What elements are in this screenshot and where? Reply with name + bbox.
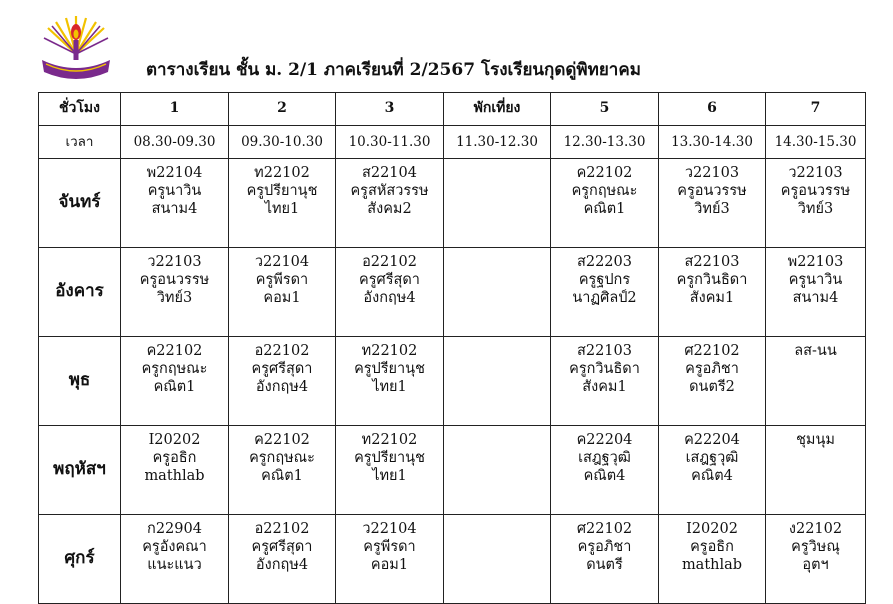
class-cell [121,337,229,426]
class-cell [121,515,229,604]
subject-code: ลส-นน [794,343,837,359]
subject-code: ส22203 [577,254,632,270]
room-label: คอม1 [370,557,409,574]
timetable [38,92,866,604]
subject-code: อ22102 [362,254,417,270]
room-label: อังกฤษ4 [255,557,309,574]
room-label: คณิต1 [261,468,303,485]
teacher-name: ครูพีรดา [363,539,416,556]
subject-code: อ22102 [254,521,310,537]
room-label: วิทย์3 [156,290,193,307]
room-label: สังคม2 [367,201,412,218]
period-header: 7 [766,93,866,126]
school-emblem-icon [38,14,114,86]
room-label: สนาม4 [792,290,839,307]
subject-code: ง22102 [788,521,843,537]
subject-code: ว22103 [147,254,202,270]
class-cell [336,426,444,515]
day-name: อังคาร [39,248,121,337]
subject-code: I20202 [686,521,738,537]
room-label: วิทย์3 [797,201,834,218]
room-label: สังคม1 [582,379,627,396]
subject-code: ส22103 [577,343,632,359]
period-header-label: ชั่วโมง [39,93,121,126]
teacher-name: ครูอภิชา [685,361,739,378]
time-label: เวลา [39,126,121,159]
subject-code: ส22104 [362,165,417,181]
class-cell [229,159,336,248]
time-slot: 13.30-14.30 [659,126,766,159]
subject-code: ค22102 [146,343,203,359]
room-label: คณิต1 [583,201,626,218]
class-cell [551,248,659,337]
room-label: อุตฯ [802,557,829,574]
time-slot: 14.30-15.30 [766,126,866,159]
teacher-name: เสฎฐวุฒิ [578,450,631,467]
class-cell [336,159,444,248]
class-cell [229,248,336,337]
period-header: 3 [336,93,444,126]
empty-cell [444,426,551,515]
teacher-name: ครูกวินธิดา [569,361,640,378]
room-label: ไทย1 [372,379,407,396]
class-cell [766,159,866,248]
class-cell [336,337,444,426]
room-label: แนะแนว [147,557,202,574]
teacher-name: ครูอนวรรษ [677,183,747,200]
room-label: คณิต4 [583,468,626,485]
class-cell [551,515,659,604]
period-header: 1 [121,93,229,126]
teacher-name: ครูกฤษณะ [249,450,315,467]
day-row [39,159,866,248]
room-label: สังคม1 [689,290,735,307]
room-label: อังกฤษ4 [255,379,309,396]
period-header: พักเที่ยง [444,93,551,126]
day-row [39,337,866,426]
teacher-name: ครูศรีสุดา [359,272,420,289]
teacher-name: ครูนาวิน [147,183,202,200]
time-slot: 09.30-10.30 [229,126,336,159]
class-cell [659,248,766,337]
class-cell [121,159,229,248]
teacher-name: ครูปรียานุช [354,361,425,378]
page-header [34,12,854,90]
teacher-name: ครูกฤษณะ [571,183,638,200]
teacher-name: ครูฐปกร [578,272,631,289]
day-name: พฤหัสฯ [39,426,121,515]
page-title: ตารางเรียน ชั้น ม. 2/1 ภาคเรียนที่ 2/2567 โรงเรียนกุดดู่พิทยาคม [146,60,641,80]
room-label: ดนตรี [586,557,623,574]
teacher-name: ครูปรียานุช [246,183,318,200]
subject-code: ค22102 [576,165,633,181]
teacher-name: ครูวิษณุ [791,539,840,556]
room-label: อังกฤษ4 [363,290,416,307]
period-header: 5 [551,93,659,126]
class-cell [121,426,229,515]
class-cell [766,515,866,604]
subject-code: ว22103 [684,165,740,181]
day-row [39,426,866,515]
class-cell [229,515,336,604]
subject-code: ก22904 [147,521,202,537]
empty-cell [444,248,551,337]
class-cell [551,426,659,515]
time-slot: 10.30-11.30 [336,126,444,159]
teacher-name: ครูนาวิน [788,272,843,289]
time-slot: 12.30-13.30 [551,126,659,159]
subject-code: ท22102 [361,343,418,359]
subject-code: ส22103 [684,254,740,270]
room-label: ดนตรี2 [689,379,735,396]
class-cell [659,159,766,248]
class-cell [766,426,866,515]
empty-cell [444,515,551,604]
teacher-name: ครูศรีสุดา [251,361,313,378]
teacher-name: ครูปรียานุช [354,450,425,467]
class-cell [551,159,659,248]
room-label: คอม1 [263,290,301,307]
teacher-name: ครูอภิชา [577,539,632,556]
subject-code: ศ22102 [684,343,740,359]
teacher-name: ครูกวินธิดา [676,272,748,289]
teacher-name: ครูอนวรรษ [780,183,851,200]
teacher-name: ครูอธิก [690,539,734,556]
room-label: วิทย์3 [694,201,730,218]
teacher-name: ครูศรีสุดา [251,539,313,556]
empty-cell [444,337,551,426]
room-label: นาฏศิลป์2 [572,290,637,307]
teacher-name: ครูกฤษณะ [141,361,208,378]
empty-cell [444,159,551,248]
day-name: ศุกร์ [39,515,121,604]
subject-code: I20202 [148,432,201,448]
subject-code: พ22103 [787,254,844,270]
subject-code: ท22102 [254,165,310,181]
room-label: mathlab [144,468,205,485]
period-header: 2 [229,93,336,126]
subject-code: ว22104 [362,521,417,537]
room-label: ไทย1 [264,201,300,218]
day-name: จันทร์ [39,159,121,248]
room-label: ไทย1 [372,468,407,485]
period-header: 6 [659,93,766,126]
subject-code: ว22103 [788,165,843,181]
class-cell [659,337,766,426]
subject-code: อ22102 [254,343,310,359]
teacher-name: ครูสหัสวรรษ [350,183,429,200]
class-cell [659,426,766,515]
day-row [39,515,866,604]
class-cell [766,248,866,337]
class-cell [229,426,336,515]
class-cell [659,515,766,604]
subject-code: ค22204 [684,432,740,448]
subject-code: ว22104 [254,254,310,270]
subject-code: ชุมนุม [796,432,835,448]
day-row [39,248,866,337]
class-cell [336,515,444,604]
teacher-name: ครูอังคณา [142,539,207,556]
subject-code: ศ22102 [576,521,633,537]
room-label: สนาม4 [151,201,198,218]
class-cell [229,337,336,426]
subject-code: ค22102 [254,432,310,448]
subject-code: พ22104 [146,165,203,181]
teacher-name: ครูพีรดา [255,272,309,289]
day-name: พุธ [39,337,121,426]
time-row [39,126,866,159]
teacher-name: เสฎฐวุฒิ [685,450,739,467]
subject-code: ท22102 [361,432,418,448]
subject-code: ค22204 [576,432,633,448]
class-cell [121,248,229,337]
class-cell [766,337,866,426]
teacher-name: ครูอธิก [152,450,197,467]
room-label: คณิต1 [153,379,196,396]
teacher-name: ครูอนวรรษ [139,272,210,289]
room-label: คณิต4 [691,468,733,485]
time-slot: 08.30-09.30 [121,126,229,159]
class-cell [551,337,659,426]
class-cell [336,248,444,337]
time-slot: 11.30-12.30 [444,126,551,159]
period-header-row [39,93,866,126]
room-label: mathlab [681,557,743,574]
